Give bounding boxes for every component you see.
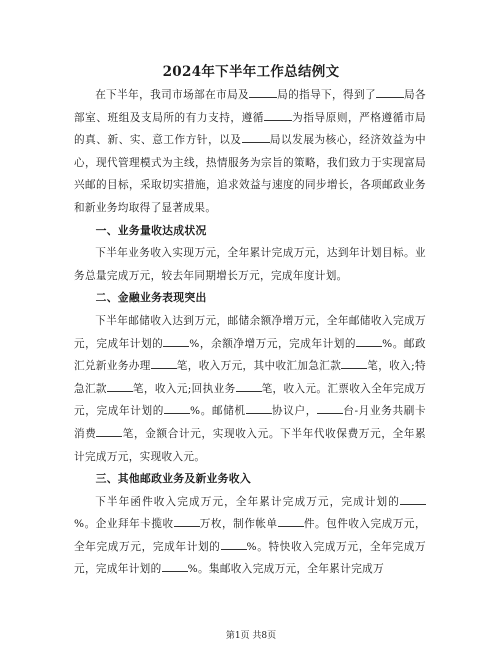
section-2-text: 台-月业务共刷卡消费: [74, 405, 426, 440]
blank-line: [164, 402, 190, 414]
section-heading-2: 二、金融业务表现突出: [95, 291, 207, 305]
page-number: 第1页 共8页: [225, 631, 277, 641]
section-paragraph-2: [74, 310, 426, 468]
section-2-text: 笔，金额合计元，实现收入元。下半年代收保费万元，全年累计完成万元，实现收入元。: [74, 427, 426, 463]
section-3-text: %。企业拜年卡揽收: [74, 518, 174, 531]
blank-line: [162, 560, 188, 572]
blank-line: [174, 515, 200, 527]
blank-line: [249, 86, 277, 98]
section-2-text: 笔，收入;特急汇款: [74, 360, 426, 395]
blank-line: [400, 493, 426, 505]
section-heading-1: 一、业务量收达成状况: [95, 223, 207, 237]
blank-line: [356, 335, 382, 347]
blank-line: [264, 109, 292, 121]
blank-line: [341, 357, 367, 369]
blank-line: [151, 357, 177, 369]
section-2-text: 笔，收入元。汇票收入全年完成万元，完成年计划的: [74, 382, 427, 418]
blank-line: [236, 380, 262, 392]
section-2-text: 下半年邮储收入达到万元，邮储余额净增万元，全年邮储收入完成万元，完成年计划的: [74, 314, 426, 350]
section-2-text: 笔，收入元;回执业务: [132, 382, 236, 395]
blank-line: [278, 515, 304, 527]
intro-text-4: 为指导原则，严格遵循市局的真、新、实、意工作方针，以及: [74, 111, 427, 147]
intro-text-1: 在下半年，我司市场部在市局及: [95, 89, 250, 101]
intro-text-5: 局以发展为核心，经济效益为中心，现代管理模式为主线，热情服务为宗旨的策略，我们致力于实现富局兴邮的目标，采取切实措施，追求效益与速度的同步增长，各项邮政业务和新业务均取得了显著成果。: [74, 134, 427, 214]
section-paragraph-3: [74, 491, 426, 581]
section-3-text: %。特快收入完成万元，全年完成万元，完成年计划的: [74, 540, 426, 576]
section-3-text: %。集邮收入完成万元，全年累计完成万: [187, 563, 385, 576]
section-3-text: 件。包件收入完成万元，全年完成万元，完成年计划的: [74, 518, 426, 553]
blank-line: [242, 131, 270, 143]
blank-line: [163, 335, 189, 347]
intro-text-2: 局的指导下，得到了: [277, 89, 377, 101]
section-3-text: 万枚，制作帐单: [199, 518, 278, 531]
document-body: [74, 84, 426, 581]
blank-line: [246, 402, 272, 414]
blank-line: [376, 86, 404, 98]
blank-line: [107, 380, 133, 392]
section-3-text: 下半年函件收入完成万元，全年累计完成万元，完成计划的: [95, 495, 400, 508]
blank-line: [96, 425, 122, 437]
section-2-text: %，余额净增万元，完成年计划的: [189, 337, 357, 350]
section-paragraph-1: 下半年业务收入实现万元，全年累计完成万元，达到年计划目标。业务总量完成万元，较去年同期增长万元，完成年度计划。: [74, 247, 426, 282]
blank-line: [221, 538, 247, 550]
document-title: 2024年下半年工作总结例文: [162, 64, 340, 80]
section-2-text: %。邮储机: [189, 405, 246, 418]
intro-paragraph: [74, 84, 426, 220]
section-2-text: %。邮政汇兑新业务办理: [74, 337, 426, 373]
section-heading-3: 三、其他邮政业务及新业务收入: [95, 472, 251, 486]
blank-line: [317, 402, 343, 414]
section-2-text: 协议户，: [271, 405, 317, 418]
section-2-text: 笔，收入万元，其中收汇加急汇款: [176, 360, 342, 373]
intro-text-3: 局各部室、班组及支局所的有力支持，遵循: [74, 89, 426, 124]
